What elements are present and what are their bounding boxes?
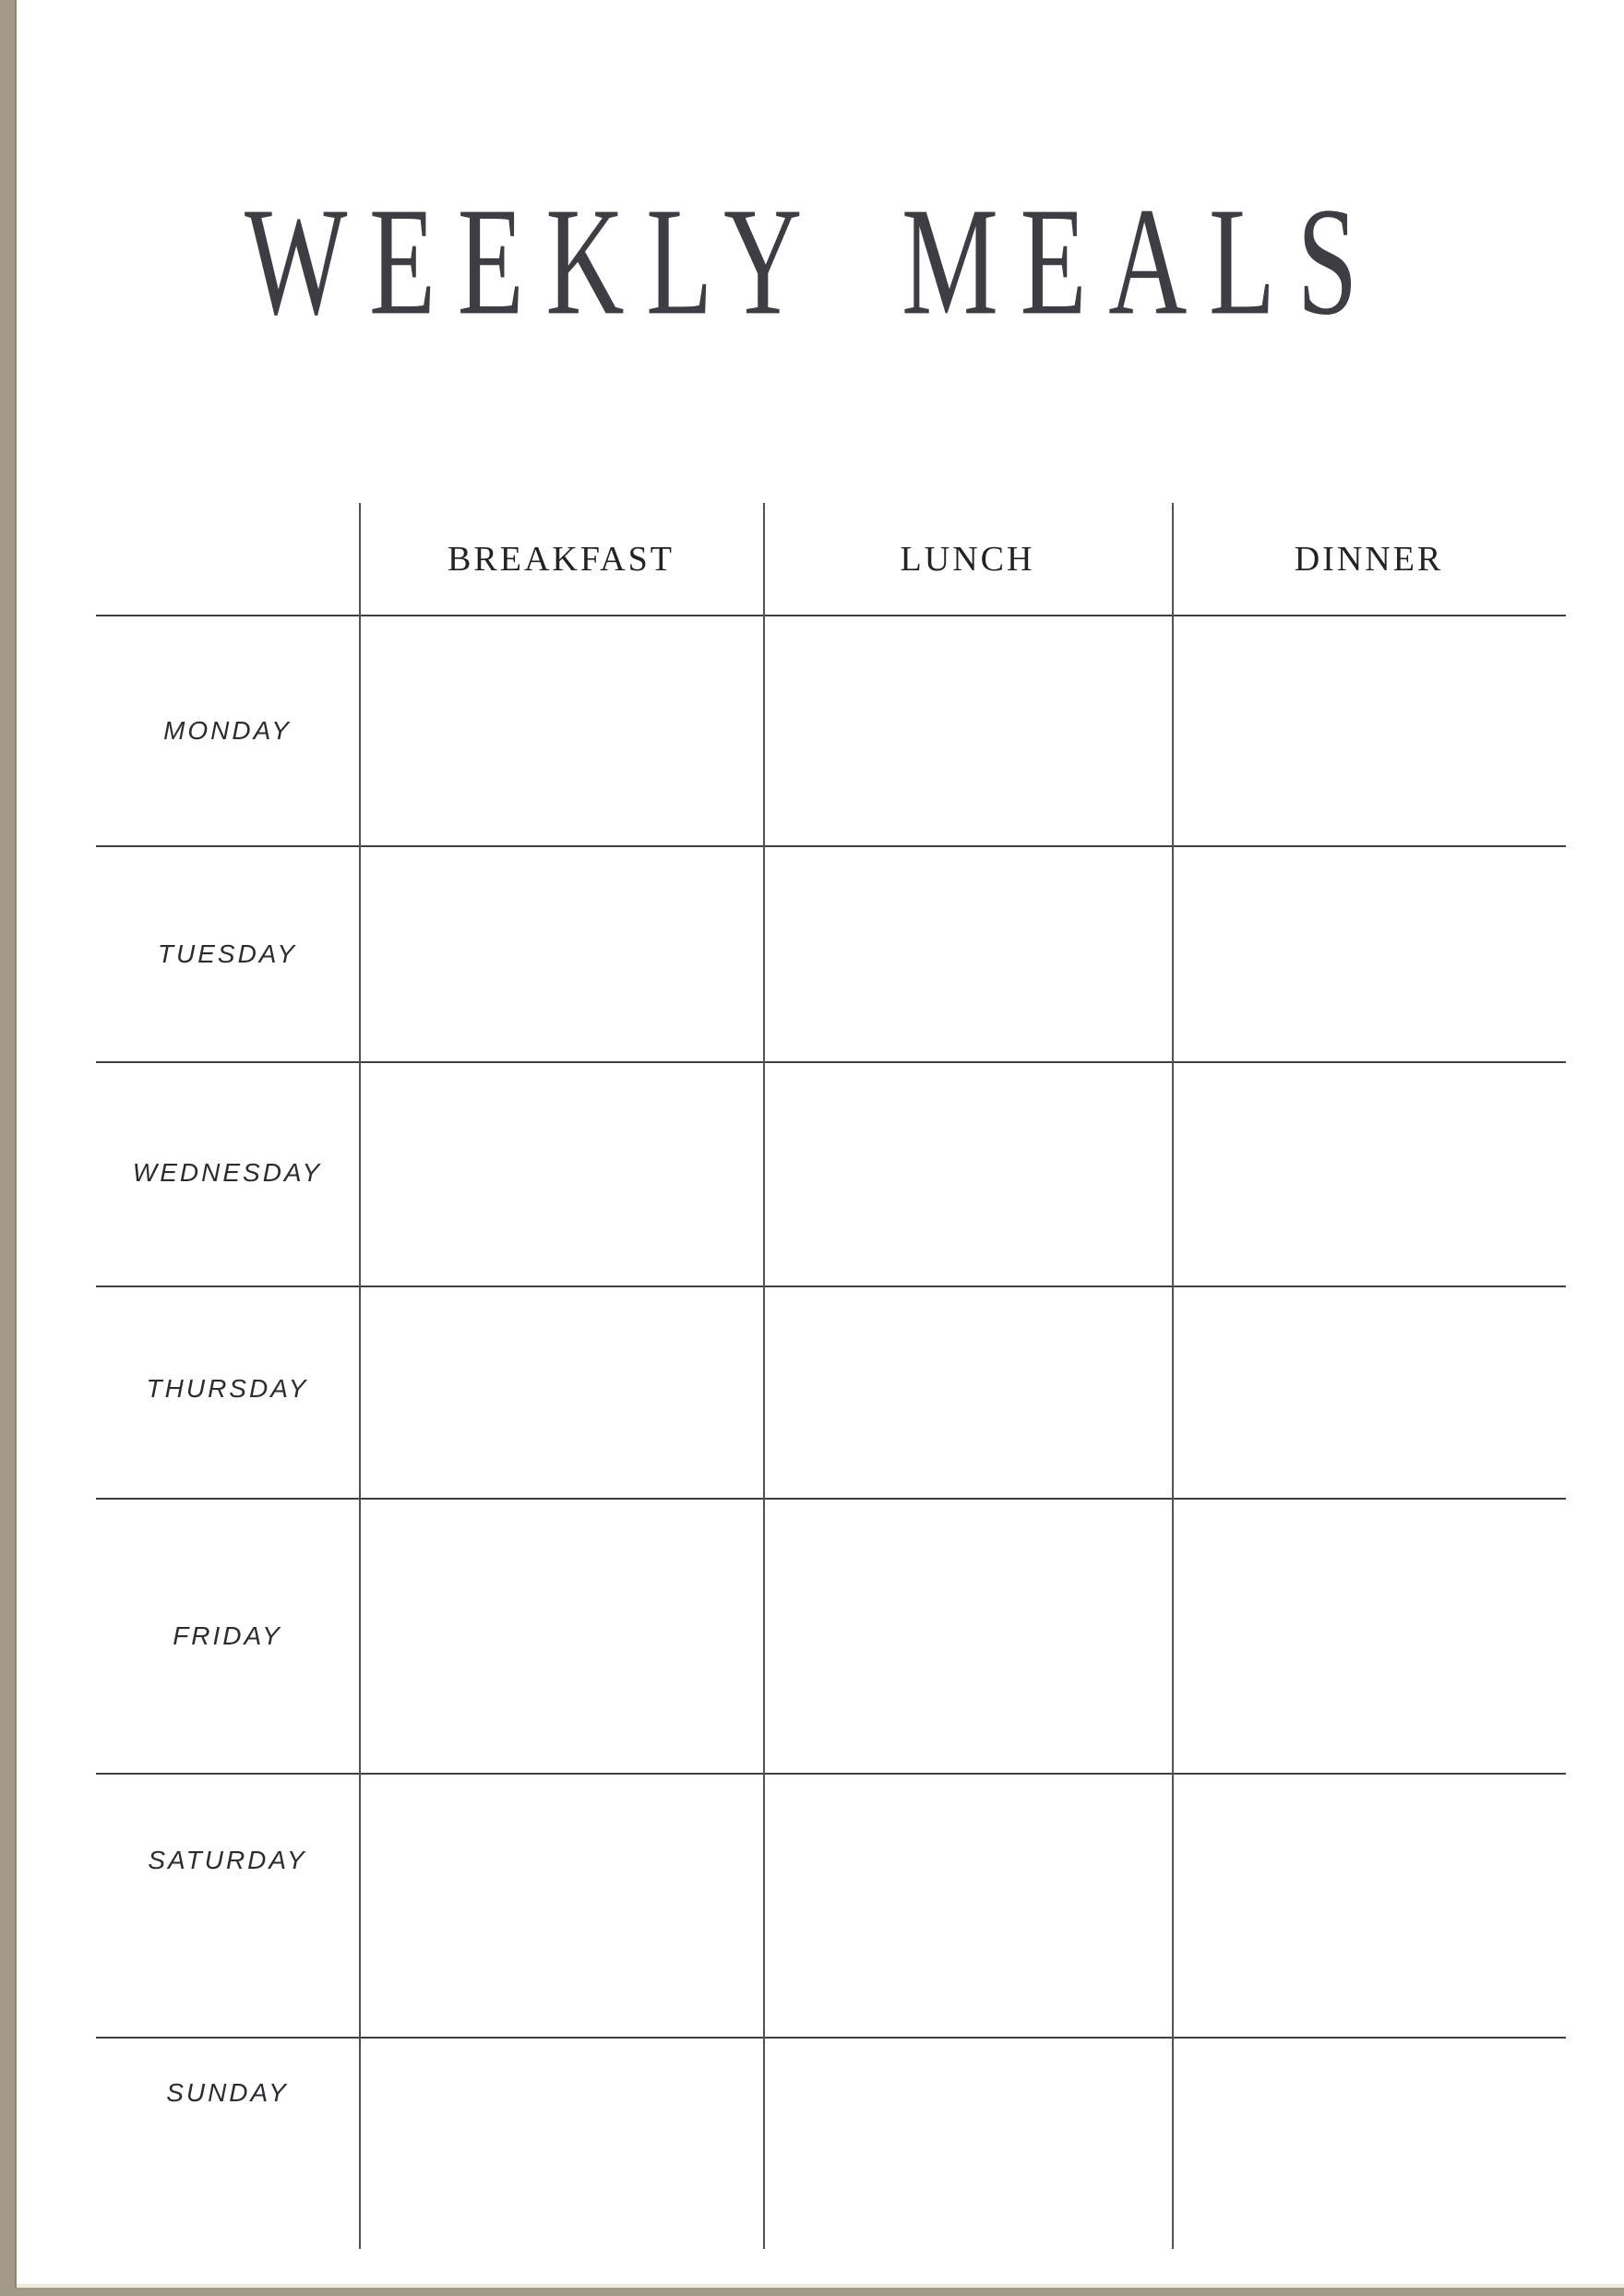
meal-cell-tuesday-lunch[interactable] bbox=[763, 845, 1172, 1061]
row-divider-header bbox=[96, 615, 1566, 616]
column-divider-lunch-dinner bbox=[1172, 503, 1174, 2249]
meal-cell-wednesday-lunch[interactable] bbox=[763, 1061, 1172, 1286]
day-label-monday: MONDAY bbox=[163, 716, 292, 745]
table-row-tuesday bbox=[359, 845, 1566, 1061]
day-label-thursday: THURSDAY bbox=[146, 1374, 309, 1403]
page-title: WEEKLY MEALS bbox=[245, 175, 1379, 348]
table-row-friday bbox=[359, 1498, 1566, 1773]
meal-cell-saturday-dinner[interactable] bbox=[1172, 1773, 1566, 2037]
meal-cell-wednesday-breakfast[interactable] bbox=[359, 1061, 763, 1286]
column-divider-days-breakfast bbox=[359, 503, 361, 2249]
meal-cell-saturday-lunch[interactable] bbox=[763, 1773, 1172, 2037]
meal-cell-sunday-breakfast[interactable] bbox=[359, 2037, 763, 2249]
day-label-wednesday: WEDNESDAY bbox=[132, 1158, 323, 1187]
table-row-saturday bbox=[359, 1773, 1566, 2037]
row-divider-wednesday bbox=[96, 1286, 1566, 1287]
meal-cell-sunday-dinner[interactable] bbox=[1172, 2037, 1566, 2249]
table-row-thursday bbox=[359, 1286, 1566, 1498]
meal-cell-tuesday-dinner[interactable] bbox=[1172, 845, 1566, 1061]
day-label-tuesday: TUESDAY bbox=[157, 939, 298, 968]
column-header-lunch: LUNCH bbox=[900, 539, 1035, 579]
day-label-sunday: SUNDAY bbox=[166, 2078, 289, 2107]
meal-cell-friday-lunch[interactable] bbox=[763, 1498, 1172, 1773]
row-divider-monday bbox=[96, 845, 1566, 847]
column-header-breakfast: BREAKFAST bbox=[448, 539, 675, 579]
bottom-edge-bar bbox=[0, 2288, 1624, 2296]
meal-cell-saturday-breakfast[interactable] bbox=[359, 1773, 763, 2037]
meal-cell-wednesday-dinner[interactable] bbox=[1172, 1061, 1566, 1286]
row-divider-thursday bbox=[96, 1498, 1566, 1500]
day-label-saturday: SATURDAY bbox=[148, 1846, 307, 1874]
meal-cell-monday-breakfast[interactable] bbox=[359, 615, 763, 845]
meal-cell-sunday-lunch[interactable] bbox=[763, 2037, 1172, 2249]
column-divider-breakfast-lunch bbox=[763, 503, 765, 2249]
meal-cell-thursday-lunch[interactable] bbox=[763, 1286, 1172, 1498]
meal-cell-thursday-dinner[interactable] bbox=[1172, 1286, 1566, 1498]
meal-cell-thursday-breakfast[interactable] bbox=[359, 1286, 763, 1498]
day-label-friday: FRIDAY bbox=[173, 1621, 282, 1650]
meal-cell-friday-dinner[interactable] bbox=[1172, 1498, 1566, 1773]
table-row-monday bbox=[359, 615, 1566, 845]
meal-cell-monday-lunch[interactable] bbox=[763, 615, 1172, 845]
table-row-wednesday bbox=[359, 1061, 1566, 1286]
row-divider-saturday bbox=[96, 2037, 1566, 2039]
table-row-sunday bbox=[359, 2037, 1566, 2249]
meal-cell-friday-breakfast[interactable] bbox=[359, 1498, 763, 1773]
row-divider-tuesday bbox=[96, 1061, 1566, 1063]
meal-cell-monday-dinner[interactable] bbox=[1172, 615, 1566, 845]
meal-cell-tuesday-breakfast[interactable] bbox=[359, 845, 763, 1061]
left-edge-strip bbox=[0, 0, 17, 2296]
column-header-dinner: DINNER bbox=[1294, 539, 1444, 579]
row-divider-friday bbox=[96, 1773, 1566, 1775]
